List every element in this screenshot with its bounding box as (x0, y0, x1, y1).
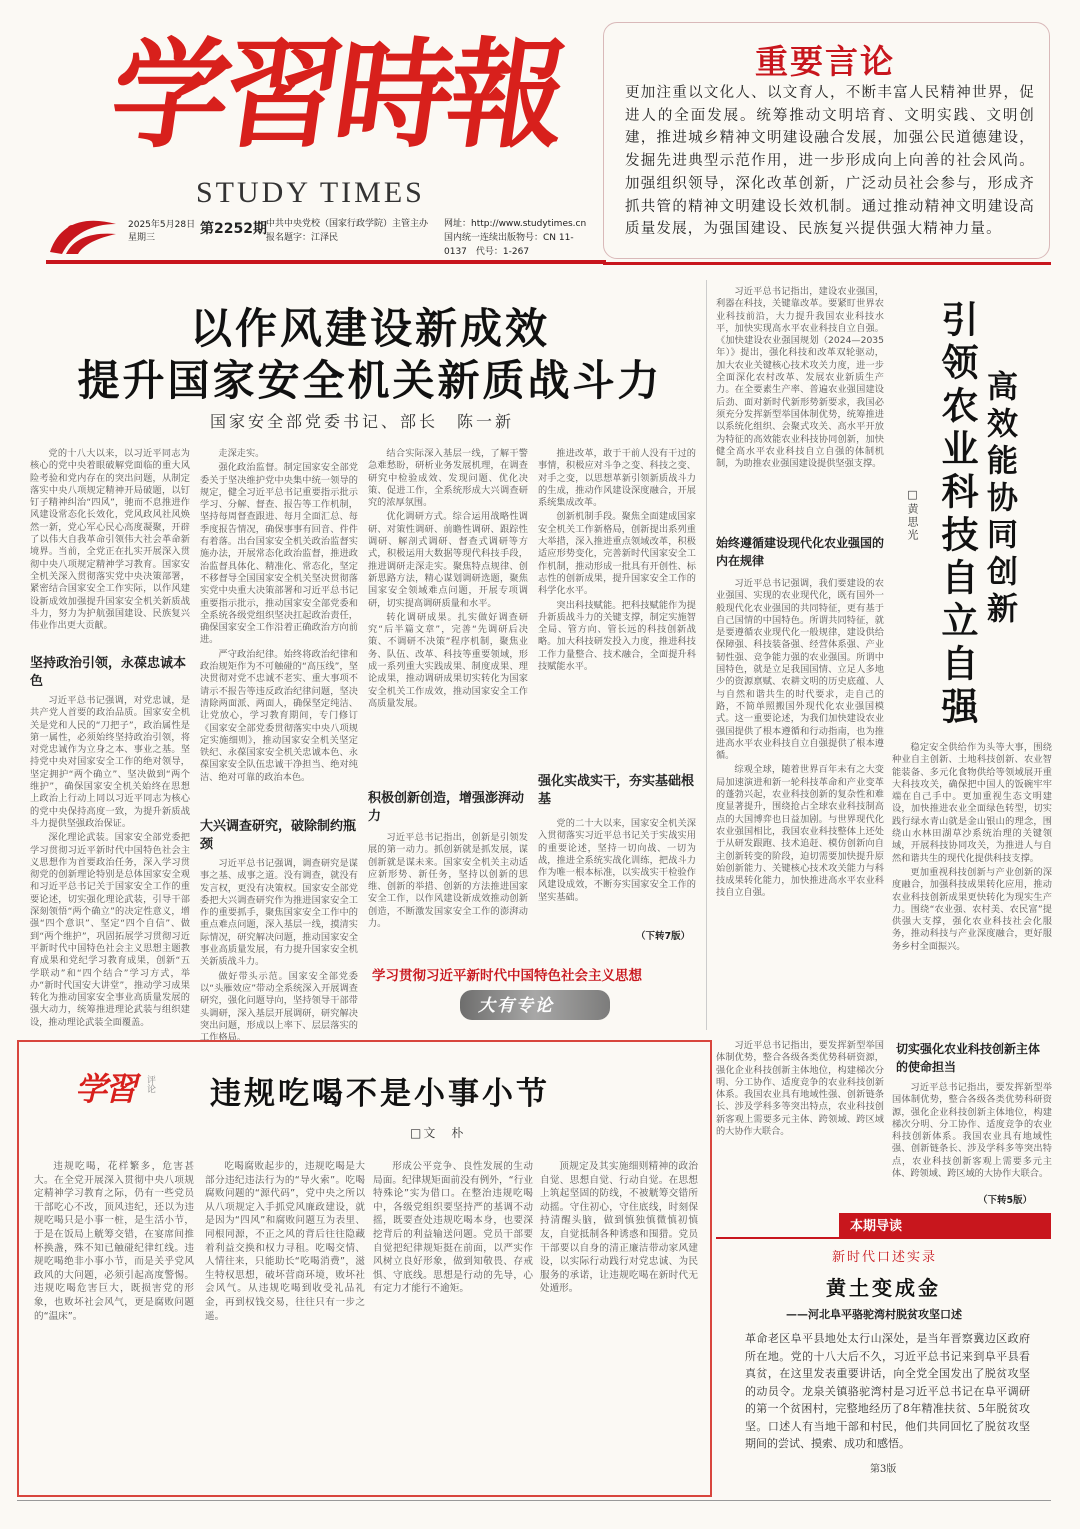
right-subheading-1: 始终遵循建设现代化农业强国的内在规律 (716, 536, 885, 568)
intro-title[interactable]: 黄土变成金 (826, 1276, 941, 1300)
paragraph: 习近平总书记强调，调查研究是谋事之基、成事之道。没有调查，就没有发言权，更没有决策权。国家安全部党委把大兴调查研究作为推进国家安全工作的重要抓手，聚焦国家安全工作中的重点难点问题，深入基层一线，摸清实际情况，研究解决问题，推动国家安全事业高质量发展，有力提升国家安全机关新质战斗力。 (200, 858, 358, 968)
paragraph: 强化政治监督。制定国家安全部党委关于坚决维护党中央集中统一领导的规定，健全习近平总书记重要指示批示学习、分解、督查、报告等工作机制，坚持每周督查跟进、每月全面汇总、每季度报告情况，确保事事有回音、件件有着落。出台国家安全机关政治监督实施办法，开展常态化政治监督，推进政治监督具体化、精准化、常态化，坚定不移督导全国国家安全机关坚决贯彻落实党中央重大决策部署和习近平总书记重要指示批示，推动国家安全部党委和全系统各级党组织坚决扛起政治责任，确保国家安全工作沿着正确政治方向前进。 (200, 462, 358, 646)
paragraph: 做好带头示范。国家安全部党委以“头雁效应”带动全系统深入开展调查研究，强化问题导向，坚持领导干部带头调研，深入基层开展调研，研究解决突出问题，形成以上率下、层层落实的工作格局。 (200, 970, 358, 1044)
issue-date (128, 219, 195, 245)
paragraph: 稳定安全供给作为头等大事，围绕种业自主创新、土地科技创新、农业智能装备、多元化食物供给等领域展开重大科技攻关，确保把中国人的饭碗牢牢端在自己手中。更加重视生态文明建设，加快推进农业全面绿色转型，切实践行绿水青山就是金山银山的理念，围绕山水林田湖草沙系统治理的关键领域，开展科技协同攻关，为推进人与自然和谐共生的现代化提供科技支撑。 (892, 742, 1052, 864)
commentary-column-3 (373, 1160, 533, 1485)
column-divider (706, 280, 707, 1030)
paragraph: 突出科技赋能。把科技赋能作为提升新质战斗力的关键支撑，制定实施智全局、管方向、管长远的科技创新战略。加大科技研发投入力度，推进科技工作力量整合、技术融合，全面提升科技赋能水平。 (538, 599, 696, 673)
paragraph: 违规吃喝，花样繁多，危害甚大。在全党开展深入贯彻中央八项规定精神学习教育之际，仍有一些党员干部吃心不改，顶风违纪，还以为违规吃喝只是小事一桩，是生活小节，于是在饭局上觥筹交错，在宴席间推杯换盏，殊不知已触碰纪律红线。违规吃喝绝非小事小节，而是关乎党风政风的大问题，必须引起高度警惕。违规吃喝危害巨大，既损害党的形象，也败坏社会风气，更是腐败问题的“温床”。 (34, 1161, 194, 1322)
website-link[interactable]: 网址：http://www.studytimes.cn (444, 219, 587, 229)
paragraph: 转化调研成果。扎实做好调查研究“后半篇文章”，完善“先调研后决策、不调研不决策”程序机制，聚焦业务、队伍、改革、科技等重要领域，形成一系列重大实践成果、制度成果、理论成果，推动调研成果切实转化为国家安全机关工作成效，推动国家安全工作高质量发展。 (368, 611, 528, 709)
lead-column-2b (200, 858, 358, 1044)
commentary-column-4 (540, 1160, 698, 1485)
paragraph: 习近平总书记指出，要发挥新型举国体制优势，整合各级各类优势科研资源，强化企业科技创新主体地位，构建梯次分明、分工协作、适度竞争的农业科技创新体系。我国农业具有地域性强、创新链条长、涉及学科多等突出特点，农业科技创新客观上需要多元主体、跨领域、跨区域的大协作大联合。 (716, 1040, 884, 1138)
paragraph: 深化理论武装。国家安全部党委把学习贯彻习近平新时代中国特色社会主义思想作为首要政治任务，深入学习贯彻党的创新理论特别是总体国家安全观和习近平总书记关于国家安全工作的重要论述，切实强化理论武装，引导干部深刻领悟“两个确立”的决定性意义，增强“四个意识”、坚定“四个自信”、做到“两个维护”，巩固拓展学习贯彻习近平新时代中国特色社会主义思想主题教育成果和党纪学习教育成果，创新“五学联动”和“四个结合”学习方式，举办“新时代国安大讲堂”，推动学习成果转化为推动国家安全事业高质量发展的强大动力，统筹推进理论武装与组织建设，推动理论武装全面覆盖。 (30, 832, 190, 1028)
commentary-column-1 (34, 1160, 194, 1485)
column-banner: 学习贯彻习近平新时代中国特色社会主义思想 (372, 968, 642, 984)
lead-subheading-2: 大兴调查研究，破除制约瓶颈 (200, 819, 357, 852)
paragraph: 习近平总书记指出，创新是引领发展的第一动力。抓创新就是抓发展，谋创新就是谋未来。国家安全机关主动适应新形势、新任务，坚持以创新的思维、创新的举措、创新的方法推进国家安全工作，以作风建设新成效推动创新创造，不断激发国家安全工作的澎湃动力。 (368, 832, 528, 930)
paragraph: 形成公平竞争、良性发展的生动局面。纪律规矩面前没有例外，“行业特殊论”实为借口。在整治违规吃喝中，各级党组织要坚持严的基调不动摇，既要查处违规吃喝本身，也要深挖背后的利益输送问题。党员干部要自觉把纪律规矩挺在前面，以严实作风树立良好形象，做到知敬畏、存戒惧、守底线。思想是行动的先导，心有定力才能行不逾矩。 (373, 1161, 533, 1295)
commentary-title[interactable]: 违规吃喝不是小事小节 (210, 1076, 550, 1112)
paragraph: 吃喝腐败起步的，违规吃喝是大部分违纪违法行为的“导火索”。吃喝腐败问题的“源代码”，党中央之所以从八项规定入手抓党风廉政建设，就是因为“四风”和腐败问题互为表里、同根同源，不正之风的背后往往隐藏着利益交换和权力寻租。吃喝交情、人情往来，只能助长“吃喝消费”，滋生特权思想，破坏营商环境，败坏社会风气。从违规吃喝到收受礼品礼金，再到权钱交易，往往只有一步之遥。 (205, 1161, 365, 1322)
right-column-b1 (892, 742, 1052, 1022)
paragraph: 习近平总书记强调，我们要建设的农业强国、实现的农业现代化，既有国外一般现代化农业强国的共同特征，更有基于自己国情的中国特色。所谓共同特征，就是要遵循农业现代化一般规律，建设供给保障强、科技装备强、经营体系强、产业韧性强、竞争能力强的农业强国。所谓中国特色，就是立足我国国情、立足人多地少的资源禀赋、农耕文明的历史底蕴、人与自然和谐共生的时代要求，走自己的路，不简单照搬国外现代化农业强国模式。这一重要论述，为我们加快建设农业强国提供了根本遵循和行动指南，也为推进高水平农业科技自立自强提供了根本遵循。 (716, 578, 884, 762)
paragraph: 党的二十大以来，国家安全机关深入贯彻落实习近平总书记关于实战实用的重要论述，坚持一切向战、一切为战，推进全系统实战化训练，把战斗力作为唯一根本标准，以实战实干检验作风建设成效，不断夯实国家安全工作的坚实基础。 (538, 818, 696, 903)
paragraph: 创新机制手段。聚焦全面建成国家安全机关工作新格局，创新提出系列重大举措，深入推进重点领域改革，积极适应形势变化，完善新时代国家安全工作机制，推动形成一批具有开创性、标志性的创新成果，提升国家安全工作的科学化水平。 (538, 511, 696, 597)
newspaper-logo: 学習時報 (102, 25, 571, 164)
paragraph: 党的十八大以来，以习近平同志为核心的党中央着眼破解党面临的重大风险考验和党内存在的突出问题，从制定落实中央八项规定精神开局破题，以钉钉子精神纠治“四风”，驰而不息推进作风建设常态化长效化，党风政风社风焕然一新，党心军心民心高度凝聚，开辟了以伟大自我革命引领伟大社会革命新境界。当前，全党正在扎实开展深入贯彻中央八项规定精神学习教育。国家安全机关深入贯彻落实党中央决策部署，紧密结合国家安全工作实际，以作风建设新成效加强提升国家安全机关新质战斗力，努力为护航强国建设、民族复兴伟业作出更大贡献。 (30, 448, 190, 632)
lead-column-3a (368, 448, 528, 783)
lead-column-3b (368, 832, 528, 952)
bottom-rule (17, 1500, 1051, 1501)
lead-column-2a (200, 448, 358, 814)
intro-text: 革命老区阜平县地处太行山深处，是当年晋察冀边区政府所在地。党的十八大后不久，习近平总书记来到阜平县看真贫，在这里发表重要讲话，向全党全国发出了脱贫攻坚的动员令。龙泉关镇骆驼湾村是习近平总书记在阜平调研的第一个贫困村，完整地经历了8年精准扶贫、5年脱贫攻坚。口述人有当地干部和村民，他们共同回忆了脱贫攻坚期间的尝试、摸索、成功和感悟。 (745, 1332, 1030, 1450)
intro-page-number[interactable]: 第3版 (870, 1464, 897, 1475)
sponsor-line: 中共中央党校（国家行政学院）主管主办 (266, 219, 429, 229)
lead-subheading-4: 强化实战实干，夯实基础根基 (538, 774, 695, 807)
lead-subheading-1: 坚持政治引领，永葆忠诚本色 (30, 656, 187, 689)
paragraph: 习近平总书记指出，建设农业强国，利器在科技，关键靠改革。要紧盯世界农业科技前沿，大力提升我国农业科技水平，加快实现高水平农业科技自立自强。《加快建设农业强国规划（2024—2035年）》提出，强化科技和改革双轮驱动，加大农业关键核心技术攻关力度，进一步全面深化农村改革、发展农业新质生产力。在全要素生产率、普遍农业强国建设后劲、面对新时代新形势新要求，我国必须充分发挥新型举国体制优势，统筹推进以系统化组织、会聚式攻关、高水平开放为特征的高效能农业科技协同创新，加快健全高水平农业科技自立自强的体制机制，为助推农业强国建设提供坚强支撑。 (716, 286, 884, 470)
english-name: STUDY TIMES (196, 176, 425, 209)
lead-column-1a (30, 448, 190, 643)
intro-subtitle: ——河北阜平骆驼湾村脱贫攻坚口述 (786, 1308, 962, 1321)
key-remarks-title: 重要言论 (755, 42, 895, 81)
right-continue-note[interactable]: （下转5版） (978, 1195, 1033, 1206)
paragraph: 习近平总书记指出，要发挥新型举国体制优势，整合各级各类优势科研资源，强化企业科技创新主体地位，构建梯次分明、分工协作、适度竞争的农业科技创新体系。我国农业具有地域性强、创新链条长、涉及学科多等突出特点，农业科技创新客观上需要多元主体、跨领域、跨区域的大协作大联合。 (892, 1082, 1052, 1180)
issue-number: 第2252期 (200, 221, 267, 237)
sponsor-info (266, 217, 428, 245)
paragraph: 更加重视科技创新与产业创新的深度融合，加强科技成果转化应用，推动农业科技创新成果更快转化为现实生产力。围绕“农业强、农村美、农民富”提供强大支撑，强化农业科技社会化服务，推动科技与产业深度融合，更好服务乡村全面振兴。 (892, 866, 1052, 952)
lead-column-4a (538, 448, 696, 748)
lead-column-1b (30, 695, 190, 1035)
right-column-a1 (716, 286, 884, 522)
intro-rule (716, 1237, 1051, 1239)
weekday-text: 星期三 (128, 233, 156, 243)
commentary-byline: □文 朴 (410, 1126, 466, 1140)
paragraph: 推进改革，敢于干前人没有干过的事情，积极应对斗争之变、科技之变、对手之变，以思想革新引领新质战斗力的生成，推动作风建设深度融合，开展系统集成改革。 (538, 448, 696, 509)
right-column-b3 (892, 1082, 1052, 1187)
paragraph: 习近平总书记强调，对党忠诚，是共产党人首要的政治品质。国家安全机关是党和人民的“刀把子”，政治属性是第一属性，必须始终坚持政治引领，将对党忠诚作为立身之本、事业之基。坚持党中央对国家安全工作的绝对领导，坚定拥护“两个确立”、坚决做到“两个维护”，确保国家安全机关始终在思想上政治上行动上同以习近平同志为核心的党中央保持高度一致，为提升新质战斗力提供坚强政治保证。 (30, 695, 190, 829)
lead-column-4b (538, 818, 696, 923)
key-remarks-rule (603, 262, 1051, 265)
paragraph: 综观全球，随着世界百年未有之大变局加速演进和新一轮科技革命和产业变革的蓬勃兴起，农业科技创新的复杂性和难度显著提升，围绕抢占全球农业科技制高点的大国博弈也日益加剧。与世界现代化农业强国相比，我国农业科技整体上还处于从研发跟跑、技术追赶、模仿创新向自主创新转变的阶段，迫切需要加快提升原始创新能力、关键核心技术攻关能力与科技成果转化能力，加快推进高水平农业科技自立自强。 (716, 764, 884, 899)
right-column-a2 (716, 578, 884, 1030)
right-subheading-2: 切实强化农业科技创新主体的使命担当 (896, 1042, 1041, 1074)
lead-byline: 国家安全部党委书记、部长 陈一新 (210, 412, 515, 431)
paragraph: 顶规定及其实施细则精神的政治自觉、思想自觉、行动自觉。在思想上筑起坚固的防线，不被觥筹交错所动摇。守住初心，守住底线，时刻保持清醒头脑，做到慎独慎微慎初慎友，自觉抵制各种诱惑和围猎。党员干部要以自身的清正廉洁带动家风建设，以实际行动践行对党忠诚、为民服务的承诺，让违规吃喝在新时代无处遁形。 (540, 1161, 698, 1295)
right-headline-main[interactable]: 引领农业科技自立自强 (935, 300, 979, 730)
right-headline-secondary[interactable]: 高效能协同创新 (981, 370, 1017, 629)
masthead-rule (46, 260, 606, 264)
paragraph: 优化调研方式。综合运用战略性调研、对策性调研、前瞻性调研、跟踪性调研、解剖式调研、督查式调研等方式，积极运用大数据等现代科技手段，推进调研走深走实。聚焦特点规律、创新思路方法，精心谋划调研选题，聚焦国家安全领域难点问题，开展专项调研，切实提高调研质量和水平。 (368, 511, 528, 609)
right-byline: □黄思光 (906, 488, 919, 542)
column-tag: 大有专论 (478, 996, 554, 1016)
commentary-logo-tag: 评论 (145, 1075, 155, 1093)
masthead-meta-bar (46, 215, 591, 257)
serial-number: 国内统一连续出版物号：CN 11-0137 代号：1-267 (444, 233, 574, 257)
publication-info (444, 217, 591, 259)
paragraph: 严守政治纪律。始终将政治纪律和政治规矩作为不可触碰的“高压线”，坚决贯彻对党不忠诚不老实、重大事项不请示不报告等违反政治纪律问题，坚决清除两面派、两面人，确保坚定纯洁、让党放心，学习教育期间，专门修订《国家安全部党委贯彻落实中央八项规定实施细则》，推动国家安全机关坚定铁纪、永葆国家安全机关忠诚本色、永葆国家安全队伍忠诚干净担当、绝对纯洁、绝对可靠的政治本色。 (200, 648, 358, 783)
inscription-line: 报名题字：江泽民 (266, 233, 339, 243)
lead-headline-line2[interactable]: 提升国家安全机关新质战斗力 (77, 356, 663, 405)
intro-kicker: 新时代口述实录 (832, 1250, 938, 1265)
lead-headline-line1[interactable]: 以作风建设新成效 (189, 304, 550, 353)
paragraph: 走深走实。 (218, 448, 265, 459)
lead-subheading-3: 积极创新创造，增强澎湃动力 (368, 791, 525, 824)
intro-label: 本期导读 (850, 1219, 903, 1234)
commentary-column-2 (205, 1160, 365, 1485)
right-column-b2 (716, 1040, 884, 1195)
date-text: 2025年5月28日 (128, 220, 196, 230)
key-remarks-body: 更加注重以文化人、以文育人，不断丰富人民精神世界，促进人的全面发展。统筹推动文明培育、文明实践、文明创建，推进城乡精神文明建设融合发展，加强公民道德建设，发掘先进典型示范作用，进一步形成向上向善的社会风尚。加强组织领导，深化改革创新，广泛动员社会参与，形成齐抓共管的精神文明建设长效机制。通过推动精神文明建设高质量发展，为强国建设、民族复兴提供强大精神力量。 (625, 85, 1035, 238)
continue-note[interactable]: （下转7版） (636, 931, 691, 942)
commentary-logo: 学習 (75, 1070, 136, 1108)
paragraph: 结合实际深入基层一线，了解干警急难愁盼，研析业务发展机理，在调查研究中检验成效、发现问题、优化决策、促进工作，全系统形成大兴调查研究的浓厚氛围。 (368, 448, 528, 509)
